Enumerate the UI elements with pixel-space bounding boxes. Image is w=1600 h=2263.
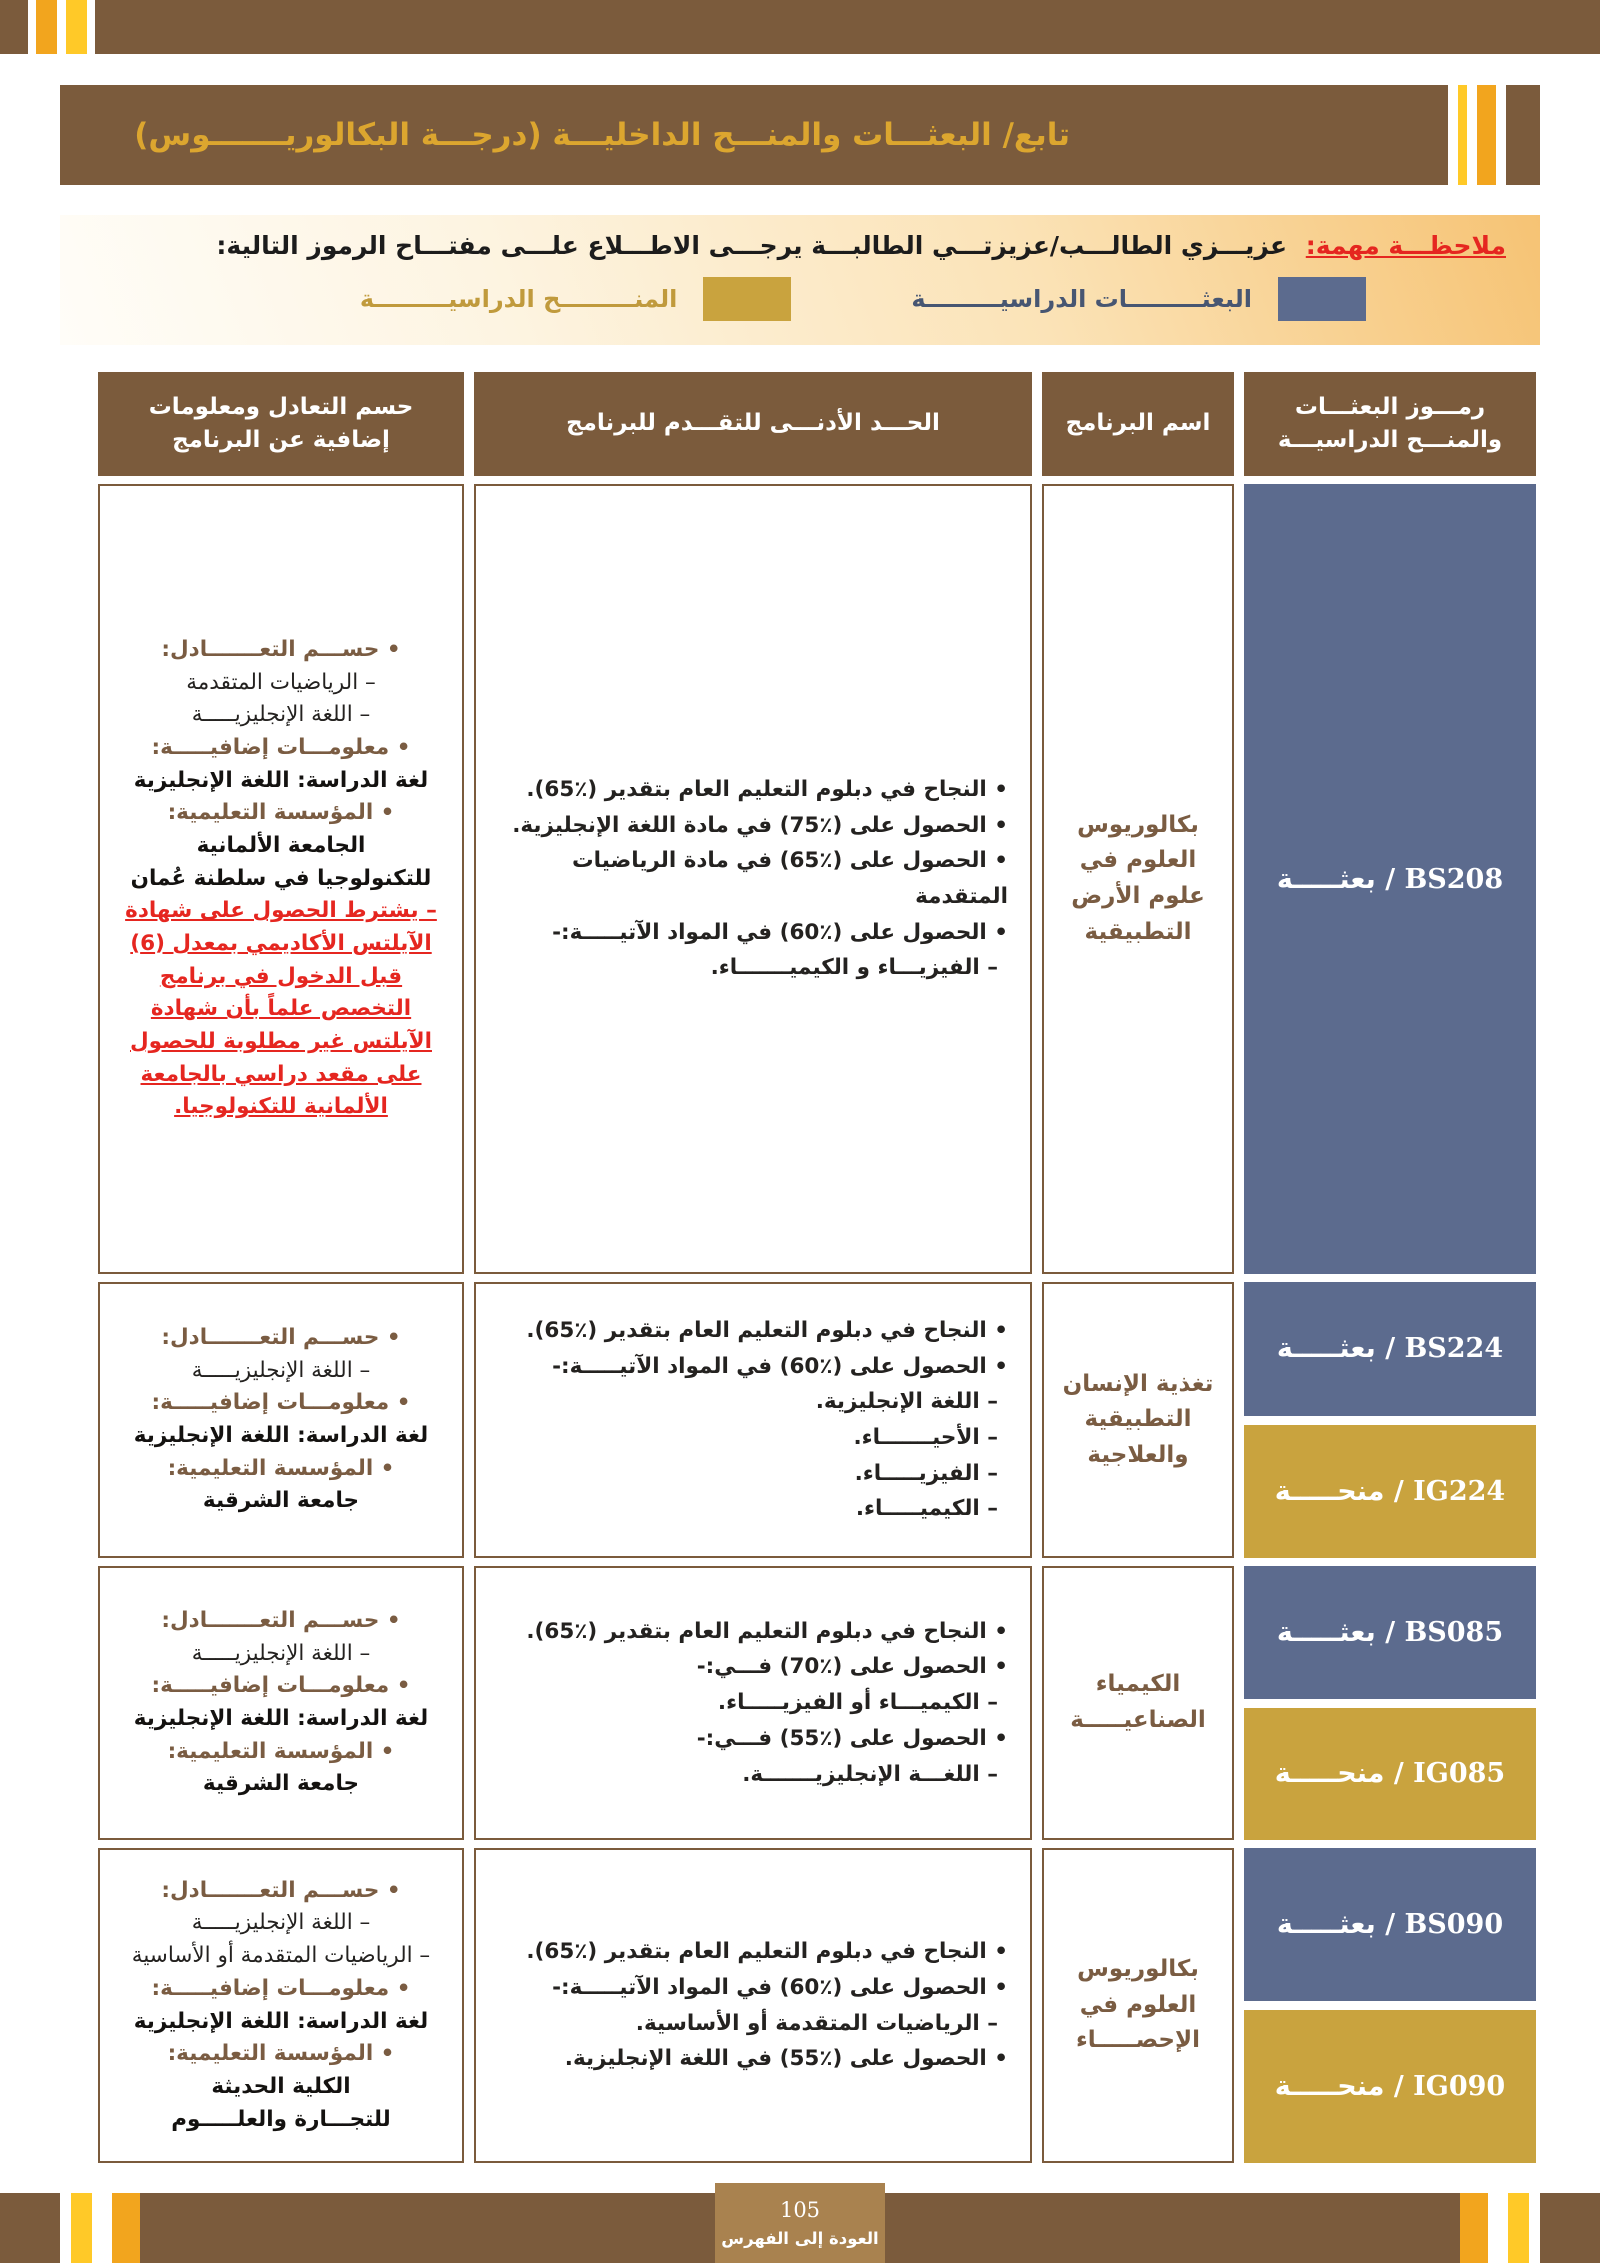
note-text-line xyxy=(94,231,1506,260)
info-line: • حســـم التعـــــــادل: xyxy=(161,636,401,662)
row-4-minimum-requirements-cell xyxy=(474,1848,1032,2163)
info-line: – اللغة الإنجليزيـــــة xyxy=(191,1910,371,1936)
requirement-line: • الحصول على (٪70) فـــي:- xyxy=(696,1654,1008,1680)
info-line: • المؤسسة التعليمية: xyxy=(167,800,395,826)
header-line: والمنـــح الدراسيـــة xyxy=(1277,427,1503,453)
requirement-line: – الفيزيـــــاء. xyxy=(854,1460,998,1486)
requirement-line: • الحصول على (٪55) فـــي:- xyxy=(696,1725,1008,1751)
footer-stripe-gap xyxy=(1488,2193,1508,2263)
requirement-line: • الحصول على (٪60) في المواد الآتيـــــة:- xyxy=(552,1974,1008,2000)
row-1-additional-info-cell xyxy=(98,484,464,1274)
programs-table xyxy=(98,372,1536,2163)
requirement-line: – اللغـــة الإنجليزيـــــــة. xyxy=(742,1761,998,1787)
important-note-panel xyxy=(60,215,1540,345)
info-line: لغة الدراسة: اللغة الإنجليزية xyxy=(133,1706,429,1731)
top-gold-stripe xyxy=(36,0,57,54)
header-line: الحـــد الأدنـــى للتقـــدم للبرنامج xyxy=(566,410,940,437)
footer-gold-stripe xyxy=(71,2193,92,2263)
title-gold-stripe xyxy=(1477,85,1496,185)
info-line: قبل الدخول في برنامج xyxy=(159,963,403,989)
info-line: – اللغة الإنجليزيـــــة xyxy=(191,702,371,728)
top-stripe-gap xyxy=(57,0,66,54)
requirement-line: • النجاح في دبلوم التعليم العام بتقدير (٪65). xyxy=(526,1939,1008,1965)
info-line: • معلومـــات إضافيـــــة: xyxy=(151,734,411,760)
footer-gold-stripe xyxy=(1508,2193,1529,2263)
info-line: جامعة الشرقية xyxy=(202,1488,360,1514)
info-line: • معلومـــات إضافيـــــة: xyxy=(151,1975,411,2001)
grant-code-badge: IG090 / منحـــــة xyxy=(1244,2010,1536,2163)
info-line: على مقعد دراسي بالجامعة xyxy=(140,1061,422,1087)
info-line: – الرياضيات المتقدمة أو الأساسية xyxy=(131,1943,431,1969)
info-line: • المؤسسة التعليمية: xyxy=(167,1455,395,1481)
header-line: إضافية عن البرنامج xyxy=(172,427,390,453)
note-label: ملاحظـــة مهمة: xyxy=(1305,231,1506,260)
legend-item-scholarship xyxy=(911,277,1366,321)
page-title: تابع/ البعثـــات والمنـــح الداخليـــة (درجـــة البكالوريـــــــوس) xyxy=(134,117,1070,153)
info-line: – اللغة الإنجليزيـــــة xyxy=(191,1357,371,1383)
scholarship-legend-label: البعثـــــــــات الدراسيـــــــــة xyxy=(911,285,1252,313)
program-name-line: علوم الأرض xyxy=(1071,883,1205,909)
info-line: التخصص علماً بأن شهادة xyxy=(150,996,412,1022)
row-1-codes-cell xyxy=(1244,484,1536,1274)
scholarship-code-badge: BS090 / بعثـــــة xyxy=(1244,1848,1536,2001)
title-stripe-gap xyxy=(1467,85,1477,185)
info-line: • حســـم التعـــــــادل: xyxy=(161,1607,401,1633)
requirement-line: • الحصول على (٪75) في مادة اللغة الإنجليزية. xyxy=(512,812,1008,838)
info-line: الألمانية للتكنولوجيا. xyxy=(174,1094,388,1120)
footer-stripe-gap xyxy=(1529,2193,1540,2263)
title-gold-stripe xyxy=(1458,85,1467,185)
title-stripe-gap xyxy=(1448,85,1458,185)
row-3-program-name-cell xyxy=(1042,1566,1234,1840)
info-line: للتجـــارة والعلـــــوم xyxy=(171,2106,391,2132)
program-name-line: التطبيقية xyxy=(1084,918,1192,945)
row-2-additional-info-cell xyxy=(98,1282,464,1558)
scholarship-color-swatch xyxy=(1278,277,1366,321)
header-line: حسم التعادل ومعلومات xyxy=(148,393,414,420)
program-name-line: العلوم في xyxy=(1079,1991,1197,2018)
info-line: – الرياضيات المتقدمة xyxy=(186,669,376,695)
requirement-line: • النجاح في دبلوم التعليم العام بتقدير (٪65). xyxy=(526,1618,1008,1644)
grant-legend-label: المنـــــــــح الدراسيـــــــــة xyxy=(359,285,678,313)
row-2-codes-cell xyxy=(1244,1282,1536,1558)
footer-stripe-gap xyxy=(60,2193,71,2263)
program-name-line: التطبيقية xyxy=(1084,1406,1192,1433)
requirement-line: • الحصول على (٪60) في المواد الآتيـــــة:- xyxy=(552,919,1008,945)
row-3-additional-info-cell xyxy=(98,1566,464,1840)
row-2-program-name-cell xyxy=(1042,1282,1234,1558)
row-4-codes-cell xyxy=(1244,1848,1536,2163)
codes-legend xyxy=(94,277,1506,321)
row-3-codes-cell xyxy=(1244,1566,1536,1840)
info-line: لغة الدراسة: اللغة الإنجليزية xyxy=(133,767,429,793)
requirement-line: • النجاح في دبلوم التعليم العام بتقدير (٪65). xyxy=(526,776,1008,802)
info-line: جامعة الشرقية xyxy=(202,1771,360,1797)
requirement-line: – اللغة الإنجليزية. xyxy=(815,1389,998,1415)
footer-gold-stripe xyxy=(112,2193,140,2263)
header-program-column xyxy=(1042,372,1234,476)
footer-gold-stripe xyxy=(1460,2193,1488,2263)
header-line: رمـــوز البعثـــات xyxy=(1294,393,1486,420)
top-decorative-bar xyxy=(0,0,1600,54)
legend-item-grant xyxy=(360,277,792,321)
program-name-line: الصناعيـــــة xyxy=(1070,1707,1206,1733)
program-name-line: الإحصـــــاء xyxy=(1076,2027,1200,2054)
info-line: الآيلتس الأكاديمي بمعدل (6) xyxy=(130,931,432,956)
info-line: الجامعة الألمانية xyxy=(196,832,366,858)
requirement-line: • الحصول على (٪55) في اللغة الإنجليزية. xyxy=(564,2046,1008,2072)
grant-color-swatch xyxy=(703,277,791,321)
program-name-line: بكالوريوس xyxy=(1077,811,1199,838)
back-to-index-link[interactable]: العودة إلى الفهرس xyxy=(721,2229,879,2248)
header-codes-column xyxy=(1244,372,1536,476)
top-stripe-gap xyxy=(87,0,95,54)
scholarship-code-badge: BS208 / بعثـــــة xyxy=(1244,484,1536,1274)
program-name-line: الكيمياء xyxy=(1095,1671,1181,1698)
requirement-line: – الأحيـــــــاء. xyxy=(853,1425,998,1450)
grant-code-badge: IG085 / منحـــــة xyxy=(1244,1708,1536,1841)
row-1-program-name-cell xyxy=(1042,484,1234,1274)
scholarship-code-badge: BS224 / بعثـــــة xyxy=(1244,1282,1536,1416)
info-line: الكلية الحديثة xyxy=(211,2073,351,2099)
info-line: – يشترط الحصول على شهادة xyxy=(125,898,437,924)
info-line: • معلومـــات إضافيـــــة: xyxy=(151,1673,411,1699)
info-line: • حســـم التعـــــــادل: xyxy=(161,1877,401,1903)
info-line: الآيلتس غير مطلوبة للحصول xyxy=(130,1029,432,1055)
title-stripe-gap xyxy=(1496,85,1506,185)
page-number: 105 xyxy=(779,2198,821,2222)
requirement-line: – الكيميـــــاء. xyxy=(855,1496,998,1522)
info-line: • المؤسسة التعليمية: xyxy=(167,2041,395,2067)
requirement-line: • الحصول على (٪60) في المواد الآتيـــــة:- xyxy=(552,1353,1008,1379)
row-2-minimum-requirements-cell xyxy=(474,1282,1032,1558)
program-name-line: تغذية الإنسان xyxy=(1062,1370,1214,1397)
row-1-minimum-requirements-cell xyxy=(474,484,1032,1274)
requirement-line: – الفيزيـــاء و الكيميـــــــاء. xyxy=(710,955,998,981)
row-4-additional-info-cell xyxy=(98,1848,464,2163)
info-line: لغة الدراسة: اللغة الإنجليزية xyxy=(133,1423,429,1448)
program-name-line: العلوم في xyxy=(1079,847,1197,874)
info-line: للتكنولوجيا في سلطنة عُمان xyxy=(130,865,432,891)
header-info-column xyxy=(98,372,464,476)
note-text: عزيـــزي الطالـــب/عزيزتـــي الطالبـــة يرجـــى الاطـــلاع علـــى مفتـــاح الرموز التالية: xyxy=(216,231,1288,260)
requirement-line: – الرياضيات المتقدمة أو الأساسية. xyxy=(635,2010,998,2036)
row-3-minimum-requirements-cell xyxy=(474,1566,1032,1840)
footer-stripe-gap xyxy=(92,2193,112,2263)
section-title-bar xyxy=(60,85,1540,185)
grant-code-badge: IG224 / منحـــــة xyxy=(1244,1425,1536,1559)
info-line: • معلومـــات إضافيـــــة: xyxy=(151,1390,411,1416)
requirement-line: • النجاح في دبلوم التعليم العام بتقدير (٪65). xyxy=(526,1317,1008,1343)
header-minimum-column xyxy=(474,372,1032,476)
info-line: – اللغة الإنجليزيـــــة xyxy=(191,1640,371,1666)
top-stripe-gap xyxy=(28,0,36,54)
program-name-line: والعلاجية xyxy=(1087,1441,1189,1468)
info-line: • المؤسسة التعليمية: xyxy=(167,1738,395,1764)
top-gold-stripe xyxy=(66,0,87,54)
program-name-line: بكالوريوس xyxy=(1077,1956,1199,1983)
requirement-line: – الكيميـــاء أو الفيزيـــــاء. xyxy=(717,1690,998,1716)
header-line: اسم البرنامج xyxy=(1065,410,1211,437)
info-line: لغة الدراسة: اللغة الإنجليزية xyxy=(133,2008,429,2034)
info-line: • حســـم التعـــــــادل: xyxy=(161,1324,401,1350)
row-4-program-name-cell xyxy=(1042,1848,1234,2163)
scholarship-code-badge: BS085 / بعثـــــة xyxy=(1244,1566,1536,1699)
requirement-line: • الحصول على (٪65) في مادة الرياضيات المتقدمة xyxy=(572,848,1008,909)
footer-page-tab xyxy=(715,2183,885,2263)
